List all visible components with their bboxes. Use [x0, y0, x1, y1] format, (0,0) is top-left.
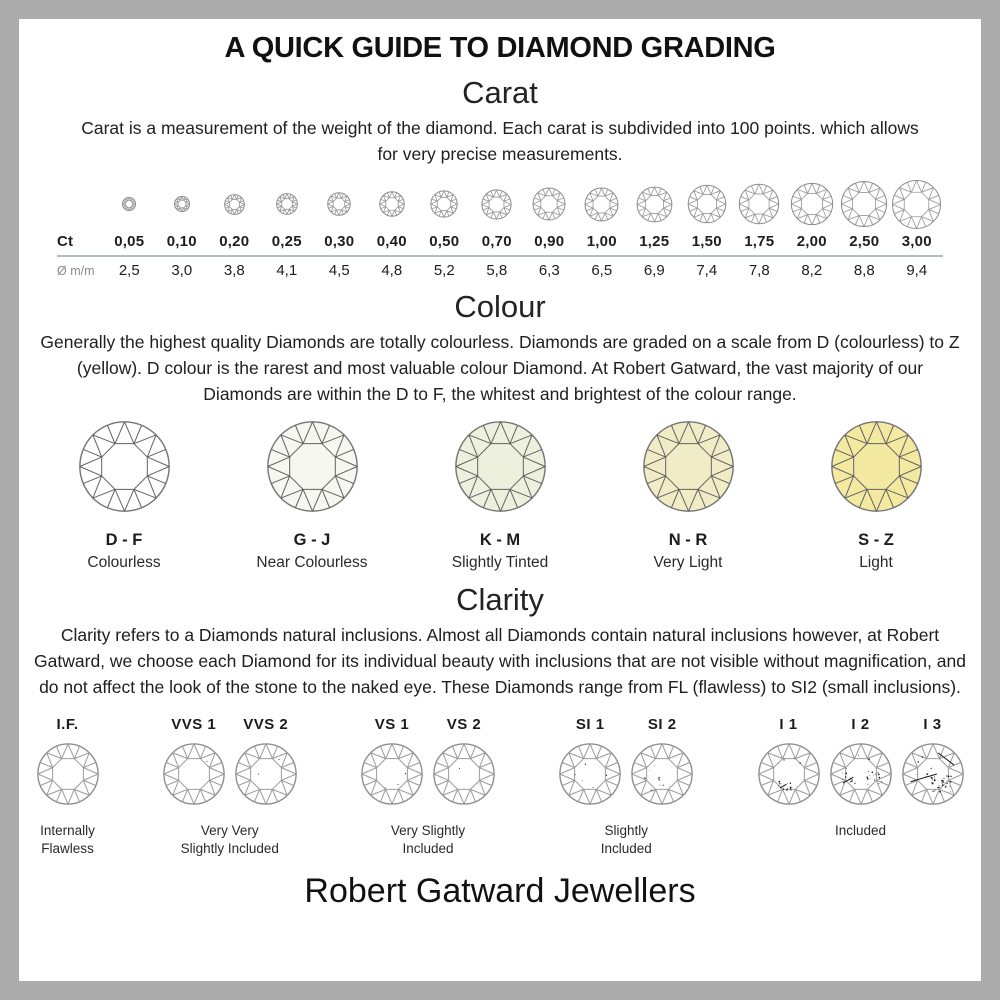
- clarity-grade-column: [232, 716, 299, 811]
- ct-value: 2,00: [796, 233, 827, 250]
- clarity-diamond-icon: [630, 742, 694, 806]
- carat-column-icon-cell: [103, 175, 156, 233]
- ct-value: 0,10: [166, 233, 197, 250]
- mm-value: 4,5: [328, 262, 350, 279]
- carat-diamond-icon: [327, 192, 351, 216]
- carat-diamond-icon: [532, 187, 566, 221]
- clarity-stones-row: [34, 716, 101, 811]
- clarity-group-description: [755, 822, 966, 840]
- clarity-group-description-line: Included: [834, 823, 887, 838]
- clarity-group-description-line: Included: [600, 841, 652, 856]
- clarity-group-description: [359, 822, 498, 858]
- carat-column-icon-cell: [208, 175, 261, 233]
- ct-value: 0,05: [114, 233, 145, 250]
- colour-grade-column: [220, 419, 404, 572]
- colour-diamond-icon: [641, 419, 736, 514]
- colour-grade-label: Light: [859, 554, 893, 571]
- clarity-group: [755, 716, 966, 840]
- ct-value: 0,90: [534, 233, 565, 250]
- carat-column-icon-cell: [891, 175, 944, 233]
- colour-grade-column: [596, 419, 780, 572]
- ct-value: 0,20: [219, 233, 250, 250]
- clarity-group-description-line: Very Slightly: [390, 823, 466, 838]
- clarity-grade-label: I.F.: [56, 716, 79, 733]
- mm-value: 6,3: [538, 262, 560, 279]
- colour-section: [19, 289, 981, 572]
- clarity-grade-column: [34, 716, 101, 811]
- clarity-diamond-icon: [360, 742, 424, 806]
- clarity-grade-label: VS 1: [374, 716, 410, 733]
- carat-diamond-icon: [122, 197, 136, 211]
- clarity-section: [19, 582, 981, 858]
- carat-ct-row: [57, 233, 943, 255]
- clarity-diamond-icon: [829, 742, 893, 806]
- carat-diamond-icon: [891, 179, 942, 230]
- ct-value: 3,00: [901, 233, 932, 250]
- carat-column-icon-cell: [786, 175, 839, 233]
- clarity-group-description-line: Slightly Included: [180, 841, 279, 856]
- mm-value: 3,8: [223, 262, 245, 279]
- ct-value: 1,25: [639, 233, 670, 250]
- clarity-heading: Clarity: [456, 582, 544, 617]
- carat-diamond-icon: [636, 186, 673, 223]
- carat-column-icon-cell: [576, 175, 629, 233]
- ct-value: 0,25: [271, 233, 302, 250]
- carat-description: Carat is a measurement of the weight of the diamond. Each carat is subdivided into 100 points. which allows for very precise measurements.: [81, 118, 919, 164]
- clarity-grade-label: VVS 2: [243, 716, 289, 733]
- clarity-group: [557, 716, 696, 858]
- clarity-diamond-icon: [162, 742, 226, 806]
- carat-heading: Carat: [462, 75, 538, 110]
- colour-grade-range: N - R: [668, 531, 708, 549]
- colour-description: Generally the highest quality Diamonds are totally colourless. Diamonds are graded on a scale from D (colourless) to Z (yellow). D colour is the rarest and most valuable colour Diamond. At Robert Gatward, the vast majority of our Diamonds are within the D to F, the whitest and brightest of the colour range.: [40, 332, 960, 404]
- clarity-grade-label: I 1: [779, 716, 798, 733]
- clarity-grade-column: [827, 716, 894, 811]
- page: [19, 32, 981, 911]
- carat-column-icon-cell: [261, 175, 314, 233]
- carat-diamond-icon: [379, 191, 405, 217]
- clarity-diamond-icon: [432, 742, 496, 806]
- clarity-group: [359, 716, 498, 858]
- colour-grades-row: [30, 419, 970, 572]
- clarity-grade-column: [557, 716, 624, 811]
- carat-column-icon-cell: [523, 175, 576, 233]
- colour-grade-label: Slightly Tinted: [451, 554, 549, 571]
- clarity-diamond-icon: [757, 742, 821, 806]
- carat-diamond-icon: [738, 183, 780, 225]
- carat-diamond-icon: [790, 182, 834, 226]
- mm-value: 4,1: [276, 262, 298, 279]
- clarity-group: [34, 716, 101, 858]
- mm-value: 5,2: [433, 262, 455, 279]
- clarity-group: [160, 716, 299, 858]
- clarity-description: Clarity refers to a Diamonds natural inclusions. Almost all Diamonds contain natural inclusions however, at Robert Gatward, we choose each Diamond for its individual beauty with inclusions that are not visible without magnification, and do not affect the look of the stone to the naked eye. These Diamonds range from FL (flawless) to SI2 (small inclusions).: [34, 625, 966, 697]
- ct-value: 0,50: [429, 233, 460, 250]
- mm-value: 7,4: [696, 262, 718, 279]
- carat-section: [19, 75, 981, 279]
- mm-value: 9,4: [906, 262, 928, 279]
- colour-grade-range: D - F: [105, 531, 143, 549]
- clarity-grade-label: SI 2: [647, 716, 677, 733]
- clarity-grade-column: [899, 716, 966, 811]
- colour-grade-column: [784, 419, 968, 572]
- clarity-grade-column: [431, 716, 498, 811]
- mm-value: 2,5: [118, 262, 140, 279]
- clarity-grade-column: [629, 716, 696, 811]
- clarity-diamond-icon: [234, 742, 298, 806]
- clarity-grade-label: I 2: [851, 716, 870, 733]
- ct-value: 1,00: [586, 233, 617, 250]
- clarity-grade-column: [359, 716, 426, 811]
- page-title: A QUICK GUIDE TO DIAMOND GRADING: [224, 32, 776, 64]
- clarity-stones-row: [359, 716, 498, 811]
- carat-diamond-icons-row: [57, 175, 943, 233]
- clarity-group-description: [160, 822, 299, 858]
- colour-diamond-icon: [265, 419, 360, 514]
- mm-value: 6,9: [643, 262, 665, 279]
- colour-heading: Colour: [454, 289, 546, 324]
- clarity-grade-label: I 3: [923, 716, 942, 733]
- carat-column-icon-cell: [733, 175, 786, 233]
- brand-name: Robert Gatward Jewellers: [304, 872, 696, 910]
- carat-diamond-icon: [276, 193, 298, 215]
- carat-diamond-icon: [174, 196, 190, 212]
- clarity-group-description-line: Slightly: [604, 823, 649, 838]
- colour-grade-column: [408, 419, 592, 572]
- carat-scale: [57, 175, 943, 279]
- carat-column-icon-cell: [418, 175, 471, 233]
- ct-value: 1,50: [691, 233, 722, 250]
- colour-diamond-icon: [453, 419, 548, 514]
- clarity-diamond-icon: [36, 742, 100, 806]
- colour-diamond-icon: [829, 419, 924, 514]
- carat-mm-row: [57, 257, 943, 279]
- diameter-mm-label: Ø m/m: [57, 263, 95, 278]
- colour-grade-range: S - Z: [858, 531, 894, 549]
- clarity-grade-label: VS 2: [446, 716, 482, 733]
- colour-grade-range: G - J: [293, 531, 331, 549]
- carat-column-icon-cell: [838, 175, 891, 233]
- mm-value: 4,8: [381, 262, 403, 279]
- carat-column-icon-cell: [628, 175, 681, 233]
- clarity-stones-row: [557, 716, 696, 811]
- mm-value: 3,0: [171, 262, 193, 279]
- clarity-diamond-icon: [558, 742, 622, 806]
- ct-value: 0,40: [376, 233, 407, 250]
- carat-diamond-icon: [840, 180, 888, 228]
- mm-value: 6,5: [591, 262, 613, 279]
- colour-grade-range: K - M: [479, 531, 521, 549]
- colour-diamond-icon: [77, 419, 172, 514]
- mm-value: 7,8: [748, 262, 770, 279]
- clarity-stones-row: [755, 716, 966, 811]
- carat-column-icon-cell: [681, 175, 734, 233]
- ct-value: 0,70: [481, 233, 512, 250]
- clarity-grade-label: VVS 1: [171, 716, 217, 733]
- clarity-group-description: [34, 822, 101, 858]
- ct-value: 0,30: [324, 233, 355, 250]
- carat-diamond-icon: [687, 184, 727, 224]
- carat-column-icon-cell: [471, 175, 524, 233]
- ct-value: 2,50: [849, 233, 880, 250]
- carat-diamond-icon: [584, 187, 619, 222]
- carat-diamond-icon: [481, 189, 512, 220]
- colour-grade-label: Near Colourless: [256, 554, 368, 571]
- carat-column-icon-cell: [313, 175, 366, 233]
- colour-grade-label: Colourless: [87, 554, 161, 571]
- clarity-group-description: [557, 822, 696, 858]
- carat-diamond-icon: [224, 194, 245, 215]
- clarity-stones-row: [160, 716, 299, 811]
- mm-value: 8,8: [853, 262, 875, 279]
- carat-column-icon-cell: [156, 175, 209, 233]
- clarity-grade-label: SI 1: [575, 716, 605, 733]
- clarity-grades-row: [34, 716, 966, 858]
- colour-grade-column: [32, 419, 216, 572]
- colour-grade-label: Very Light: [653, 554, 723, 571]
- clarity-group-description-line: Included: [402, 841, 454, 856]
- carat-column-icon-cell: [366, 175, 419, 233]
- clarity-group-description-line: Flawless: [41, 841, 94, 856]
- carat-diamond-icon: [430, 190, 458, 218]
- clarity-grade-column: [755, 716, 822, 811]
- mm-value: 5,8: [486, 262, 508, 279]
- ct-label: Ct: [57, 233, 74, 250]
- clarity-group-description-line: Very Very: [200, 823, 259, 838]
- mm-value: 8,2: [801, 262, 823, 279]
- ct-value: 1,75: [744, 233, 775, 250]
- clarity-grade-column: [160, 716, 227, 811]
- clarity-group-description-line: Internally: [40, 823, 95, 838]
- clarity-diamond-icon: [901, 742, 965, 806]
